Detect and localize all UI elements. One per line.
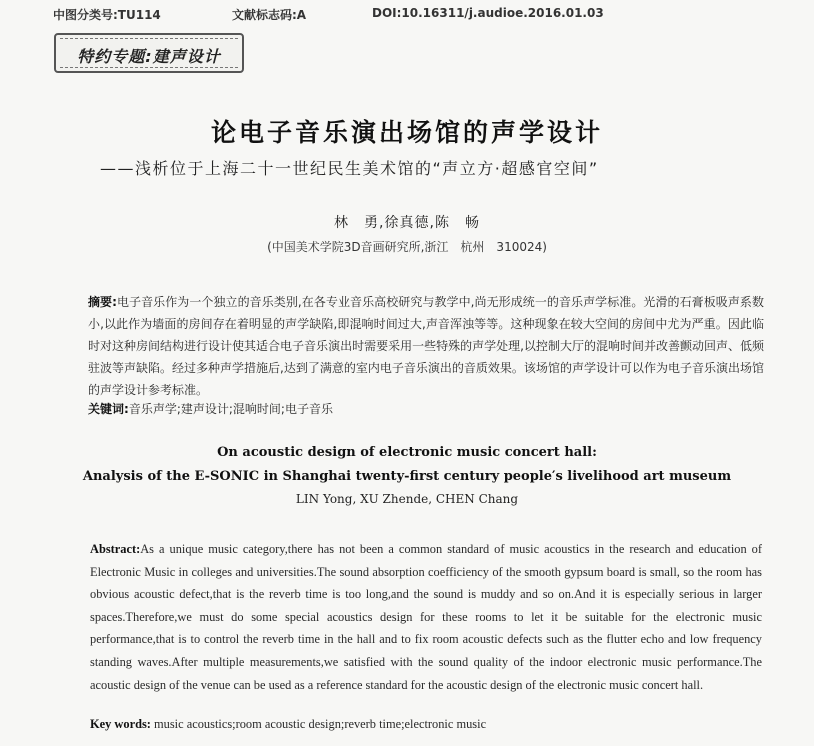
abstract-en xyxy=(90,538,762,696)
keywords-cn-label: 关键词: xyxy=(88,402,129,416)
column-label-box xyxy=(54,33,244,73)
keywords-en-text: music acoustics;room acoustic design;reverb time;electronic music xyxy=(154,717,487,731)
column-label: 特约专题:建声设计 xyxy=(77,47,221,66)
article-subtitle-en: Analysis of the E-SONIC in Shanghai twenty-first century people′s livelihood art museum xyxy=(82,469,732,484)
keywords-cn-text: 音乐声学;建声设计;混响时间;电子音乐 xyxy=(128,402,333,416)
article-title-en: On acoustic design of electronic music concert hall: xyxy=(217,445,597,460)
keywords-cn xyxy=(88,400,333,417)
article-subtitle-cn: ——浅析位于上海二十一世纪民生美术馆的“声立方·超感官空间” xyxy=(100,159,599,178)
keywords-en xyxy=(90,717,486,732)
doi: DOI:10.16311/j.audioe.2016.01.03 xyxy=(372,6,604,20)
keywords-en-label: Key words: xyxy=(90,717,151,731)
abstract-cn-text: 电子音乐作为一个独立的音乐类别,在各专业音乐高校研究与教学中,尚无形成统一的音乐声学标准。光滑的石膏板吸声系数小,以此作为墙面的房间存在着明显的声学缺陷,即混响时间过大,声音浑浊等等。这种现象在较大空间的房间中尤为严重。因此临时对这种房间结构进行设计使其适合电子音乐演出时需要采用一些特殊的声学处理,以控制大厅的混响时间并改善颤动回声、低频驻波等声缺陷。经过多种声学措施后,达到了满意的室内电子音乐演出的音质效果。该场馆的声学设计可以作为电子音乐演出场馆的声学设计参考标准。 xyxy=(88,295,764,397)
authors-cn: 林 勇,徐真德,陈 畅 xyxy=(334,215,480,231)
affiliation-cn: (中国美术学院3D音画研究所,浙江 杭州 310024) xyxy=(267,240,547,254)
abstract-en-label: Abstract: xyxy=(90,542,141,556)
authors-en: LIN Yong, XU Zhende, CHEN Chang xyxy=(295,492,519,506)
article-title-cn: 论电子音乐演出场馆的声学设计 xyxy=(210,118,603,147)
abstract-cn-label: 摘要: xyxy=(88,295,117,309)
abstract-cn xyxy=(88,291,764,401)
classification-number: 中图分类号:TU114 xyxy=(53,8,161,22)
document-code: 文献标志码:A xyxy=(232,8,307,22)
abstract-en-text: As a unique music category,there has not been a common standard of music acoustics in the research and education of Electronic Music in colleges and universities.The sound absorption coefficiency of the smooth gypsum board is small, so the room has obvious acoustic defect,that is the reverb time is too long,and the sound is muddy and so on.And it is especially serious in larger spaces.Therefore,we must do some special acoustics design for these rooms to let it be suitable for the electronic music performance,that is to control the reverb time in the hall and to fix room acoustic defects such as the flutter echo and low frequency standing waves.After multiple measurements,we satisfied with the sound quality of the indoor electronic music performance.The acoustic design of the venue can be used as a reference standard for the acoustic design of the electronic music concert hall. xyxy=(90,542,762,692)
